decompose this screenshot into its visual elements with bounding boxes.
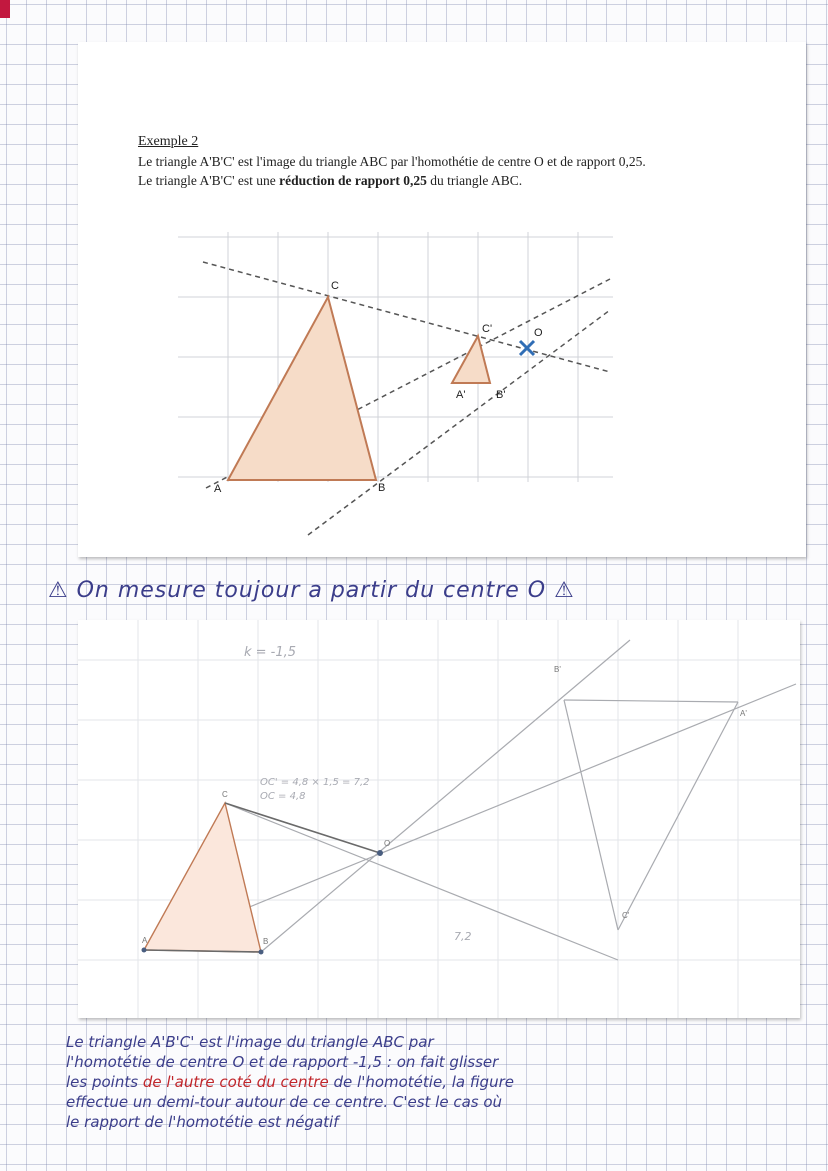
oc-prime-note: OC' = 4,8 × 1,5 = 7,2 <box>260 777 370 788</box>
conclusion-line-5: le rapport de l'homotétie est négatif <box>66 1113 339 1131</box>
k-note: k = -1,5 <box>244 645 297 660</box>
measure-note: 7,2 <box>454 930 472 943</box>
triangle-abc-3 <box>144 803 261 952</box>
warning-text: On mesure toujour a partir du centre O <box>76 578 547 603</box>
example-2-card <box>78 42 806 557</box>
label-c-3: C <box>222 790 228 799</box>
segment-oc <box>225 803 380 853</box>
label-a: A <box>214 483 222 495</box>
conclusion-line-2: l'homotétie de centre O et de rapport -1,5 : on fait glisser <box>66 1053 499 1071</box>
example-2-figure <box>78 42 806 557</box>
center-o-marker <box>520 341 534 355</box>
triangle-abc <box>228 297 376 480</box>
label-b-3: B <box>263 937 269 946</box>
label-c-prime-3: C' <box>622 911 630 920</box>
label-a-prime: A' <box>456 389 466 401</box>
conclusion-line-1: Le triangle A'B'C' est l'image du triangle ABC par <box>66 1033 434 1051</box>
example-2-title: Exemple 2 <box>138 134 199 149</box>
example-2-line-2-bold: réduction de rapport 0,25 <box>279 173 427 188</box>
conclusion-line-4: effectue un demi-tour autour de ce centre. C'est le cas où <box>66 1093 503 1111</box>
figure-3-grid <box>78 620 800 1018</box>
oc-note: OC = 4,8 <box>260 791 306 802</box>
conclusion-line-3b: de l'autre coté du centre <box>142 1073 329 1091</box>
example-3-card <box>78 620 800 1018</box>
example-2-line-2-end: du triangle ABC. <box>426 173 523 188</box>
example-3-figure <box>78 620 800 1018</box>
label-o: O <box>534 327 543 339</box>
label-c: C <box>331 280 339 292</box>
conclusion-line-3c: de l'homotétie, la figure <box>328 1073 514 1091</box>
triangle-a1b1c1 <box>452 336 490 383</box>
label-o-3: O <box>384 839 391 848</box>
warning-triangle-icon: ⚠ <box>554 578 575 603</box>
example-2-line-2-start: Le triangle A'B'C' est une <box>138 173 280 188</box>
dashed-rays <box>203 262 610 535</box>
warning-note <box>48 578 575 603</box>
label-a-3: A <box>142 936 148 945</box>
label-b-prime-3: B' <box>554 665 561 674</box>
conclusion-line-3 <box>66 1072 816 1092</box>
label-b: B <box>378 482 386 494</box>
conclusion-line-3a: les points <box>66 1073 143 1091</box>
conclusion-paragraph <box>66 1032 816 1132</box>
example-2-line-1: Le triangle A'B'C' est l'image du triangle ABC par l'homothétie de centre O et de rapport 0,25. <box>138 154 646 169</box>
page-corner-tab <box>0 0 10 18</box>
label-b-prime: B' <box>496 389 506 401</box>
label-c-prime: C' <box>482 323 493 335</box>
warning-triangle-icon: ⚠ <box>48 578 69 603</box>
label-a-prime-3: A' <box>740 709 747 718</box>
